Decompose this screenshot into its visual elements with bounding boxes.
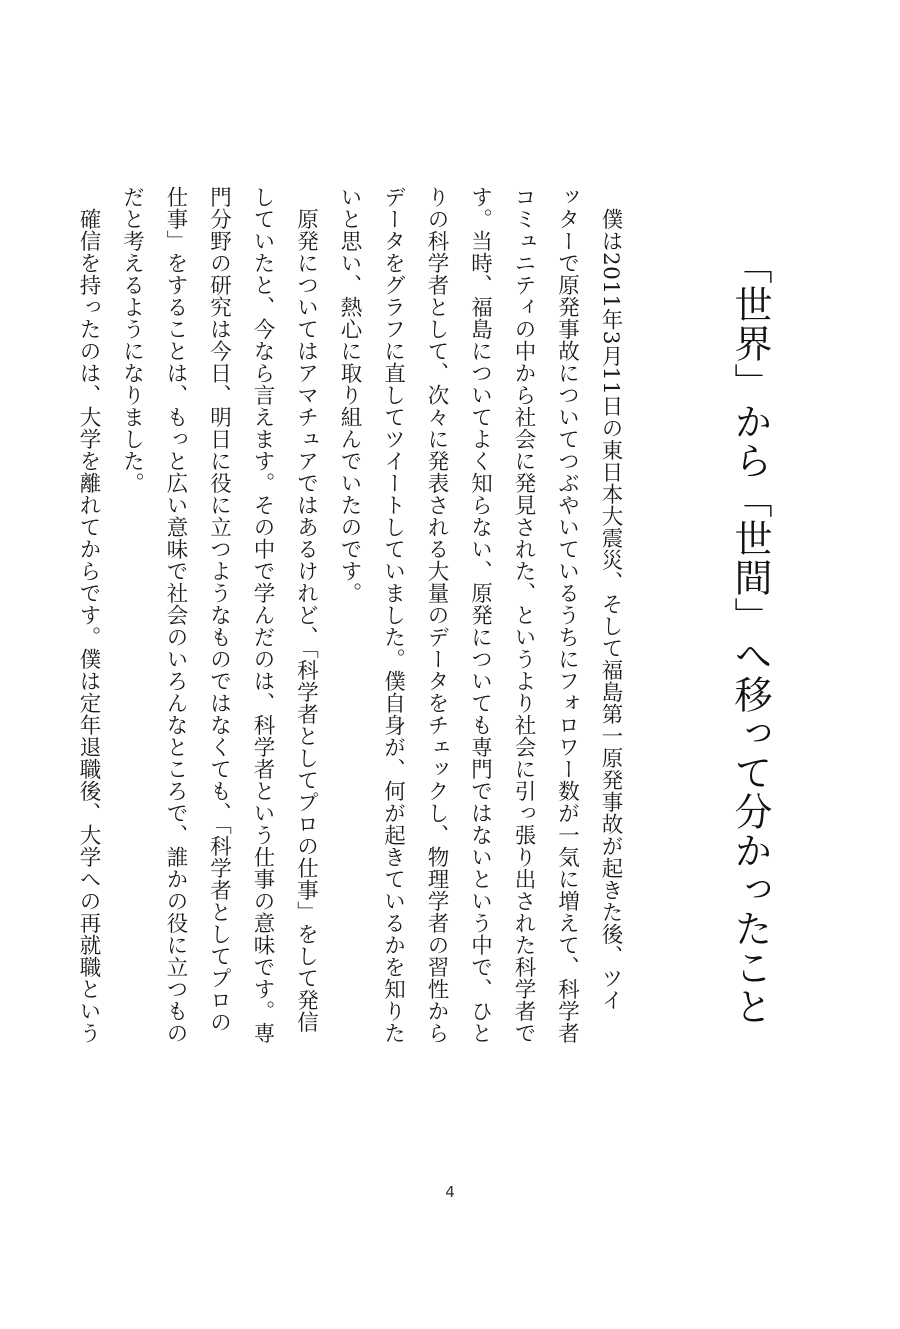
chapter-title: 「世界」から「世間」へ移って分かったこと bbox=[728, 246, 772, 1026]
page-number: 4 bbox=[445, 1183, 455, 1201]
text-line: 僕は2011年3月11日の東日本大震災、そして福島第一原発事故が起きた後、ツイ bbox=[598, 186, 623, 1012]
text-line: 門分野の研究は今日、明日に役に立つようなものではなくても、「科学者としてプロの bbox=[206, 186, 232, 1034]
text-line: りの科学者として、次々に発表される大量のデータをチェックし、物理学者の習性から bbox=[424, 186, 449, 1044]
text-line: 確信を持ったのは、大学を離れてからです。僕は定年退職後、大学への再就職という bbox=[76, 186, 101, 1044]
body-text bbox=[67, 186, 633, 1106]
text-line: 仕事」をすることは、もっと広い意味で社会のいろんなところで、誰かの役に立つもの bbox=[163, 186, 188, 1044]
text-line: す。当時、福島についてよく知らない、原発についても専門ではないという中で、ひと bbox=[467, 186, 493, 1044]
text-line: コミュニティの中から社会に発見された、というより社会に引っ張り出された科学者で bbox=[511, 186, 536, 1044]
text-line: ッターで原発事故についてつぶやいているうちにフォロワー数が一気に増えて、科学者 bbox=[554, 186, 580, 1044]
text-line: していたと、今なら言えます。その中で学んだのは、科学者という仕事の意味です。専 bbox=[250, 186, 275, 1044]
text-line: だと考えるようになりました。 bbox=[119, 186, 145, 494]
text-line: データをグラフに直してツイートしていました。僕自身が、何が起きているかを知りた bbox=[380, 186, 406, 1044]
text-line: 原発についてはアマチュアではあるけれど、「科学者としてプロの仕事」をして発信 bbox=[293, 186, 319, 1034]
text-line: いと思い、熱心に取り組んでいたのです。 bbox=[337, 186, 362, 604]
